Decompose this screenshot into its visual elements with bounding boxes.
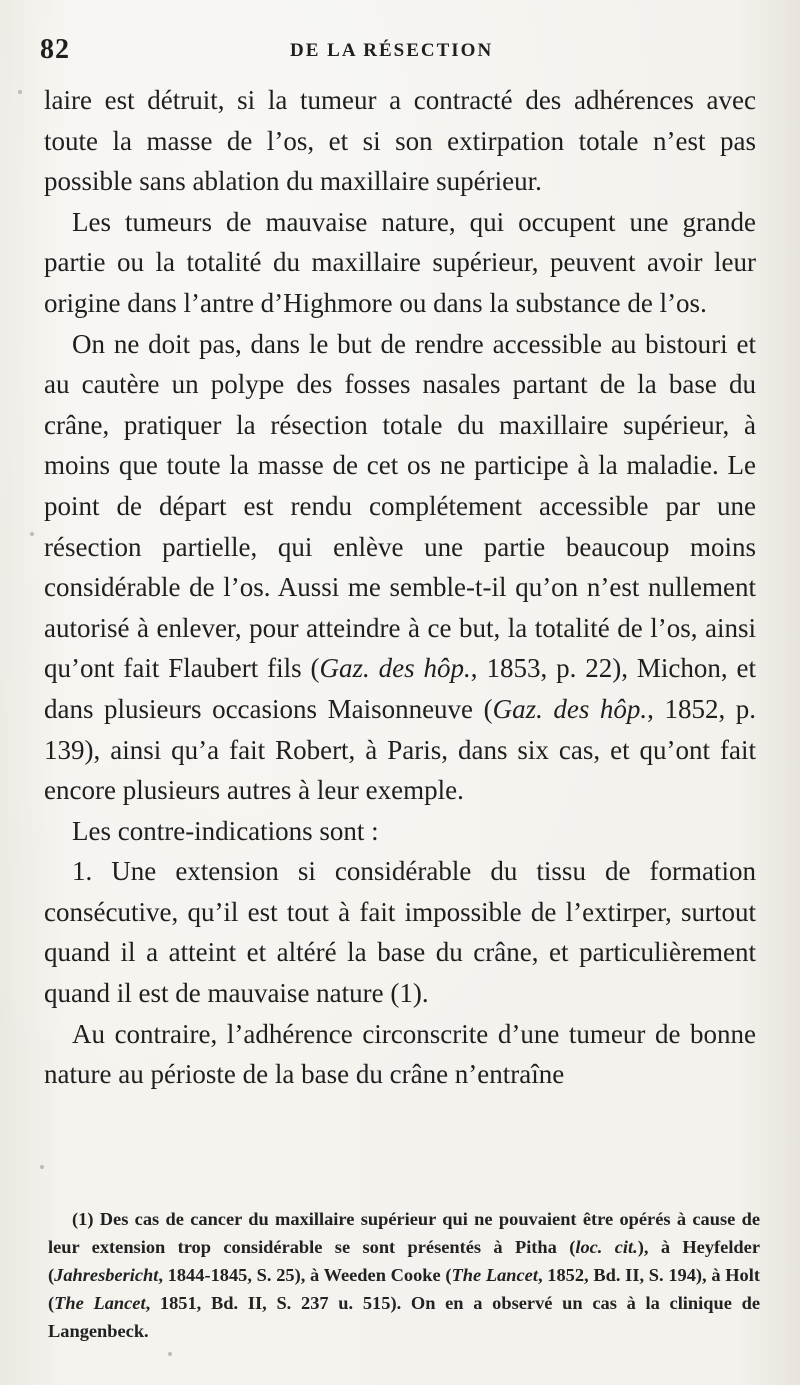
paper-speck (18, 90, 22, 94)
paragraph-text: , 1852, p. 139), ainsi qu’a fait Robert, à Paris, dans six cas, et qu’ont fait encore plusieurs autres à leur exemple. (44, 693, 757, 806)
paragraph-contraindication-1: 1. Une extension si considérable du tissu de formation consécutive, qu’il est tout à fait impossible de l’extirper, surtout quand il a atteint et altéré la base du crâne, et particulièrement quand il est de mauvaise nature (1). (44, 856, 756, 1009)
footnote-citation: The Lancet (54, 1293, 146, 1313)
footnote-part: , 1852, Bd. II, S. 194), à Holt ( (48, 1265, 760, 1313)
page-number: 82 (40, 34, 70, 65)
paragraph-contraindications-heading: Les contre-indications sont : (72, 815, 379, 846)
paper-speck (40, 1165, 44, 1169)
footnote-citation: loc. cit. (575, 1237, 638, 1257)
page-header (40, 34, 760, 68)
footnote-part: (1) Des cas de cancer du maxillaire supérieur qui ne pouvaient être opérés à cause de leur extension trop considérable se sont présentés à Pitha ( (48, 1209, 760, 1257)
paper-speck (30, 532, 34, 536)
paragraph-text: On ne doit pas, dans le but de rendre accessible au bistouri et au cautère un polype des fosses nasales partant de la base du crâne, pratiquer la résection totale du maxillaire supérieur, à moins que toute la masse de cet os ne participe à la maladie. Le point de départ est rendu complétement accessible par une résection partielle, qui enlève une partie beaucoup moins considérable de l’os. Aussi me semble-t-il qu’on n’est nullement autorisé à enlever, pour atteindre à ce but, la totalité de l’os, ainsi qu’ont fait Flaubert fils ( (44, 328, 756, 684)
citation-title: Gaz. des hôp. (319, 653, 471, 684)
citation-title: Gaz. des hôp. (492, 693, 648, 724)
paper-speck (168, 1352, 172, 1356)
footnote-part: , 1851, Bd. II, S. 237 u. 515). On en a observé un cas à la clinique de Langenbeck. (48, 1293, 760, 1341)
footnote (48, 1205, 760, 1345)
footnote-citation: The Lancet (451, 1265, 538, 1285)
footnote-part: ), à Heyfelder ( (48, 1237, 760, 1285)
footnote-part: , 1844-1845, S. 25), à Weeden Cooke ( (158, 1265, 452, 1285)
footnote-citation: Jahresbericht (54, 1265, 159, 1285)
main-text (44, 80, 756, 1095)
footnote-text (48, 1205, 760, 1345)
running-title: DE LA RÉSECTION (290, 40, 494, 61)
paragraph-malignant-tumors: Les tumeurs de mauvaise nature, qui occupent une grande partie ou la totalité du maxillaire supérieur, peuvent avoir leur origine dans l’antre d’Highmore ou dans la substance de l’os. (44, 206, 756, 318)
paragraph-benign-adherence: Au contraire, l’adhérence circonscrite d’une tumeur de bonne nature au périoste de la base du crâne n’entraîne (44, 1018, 756, 1090)
paragraph-nasal-polyp (44, 324, 756, 811)
paragraph-text: , 1853, p. 22), Michon, et dans plusieurs occasions Maisonneuve ( (44, 653, 756, 724)
paragraph-continuation: laire est détruit, si la tumeur a contracté des adhérences avec toute la masse de l’os, et si son extirpation totale n’est pas possible sans ablation du maxillaire supérieur. (44, 85, 756, 197)
